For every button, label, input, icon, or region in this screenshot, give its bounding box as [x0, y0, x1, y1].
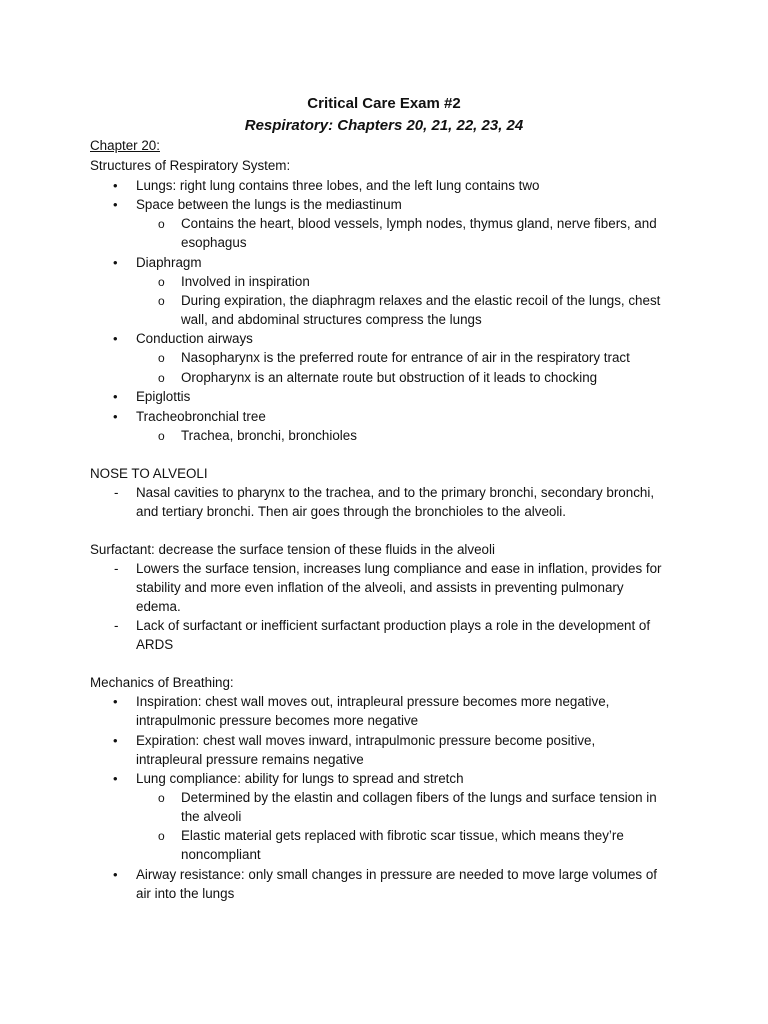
list-item: Lack of surfactant or inefficient surfactant production plays a role in the development of — [136, 618, 651, 633]
list-item: Expiration: chest wall moves inward, intrapulmonic pressure become positive, — [136, 733, 596, 748]
section-heading-nose-to-alveoli: NOSE TO ALVEOLI — [90, 466, 208, 481]
sub-list-item: Determined by the elastin and collagen fibers of the lungs and surface tension in — [181, 790, 657, 805]
list-item-continued: and tertiary bronchi. Then air goes through the bronchioles to the alveoli. — [136, 504, 567, 519]
sub-bullet-marker: o — [158, 294, 165, 308]
sub-bullet-marker: o — [158, 217, 165, 231]
list-item: Space between the lungs is the mediastinum — [136, 197, 402, 212]
bullet-marker: • — [113, 733, 118, 748]
bullet-marker: • — [113, 178, 118, 193]
section-heading-mechanics: Mechanics of Breathing: — [90, 675, 234, 690]
sub-list-item: Elastic material gets replaced with fibrotic scar tissue, which means they’re — [181, 828, 624, 843]
list-item-continued: stability and more even inflation of the alveoli, and assists in preventing pulmonary — [136, 580, 624, 595]
list-item: Nasal cavities to pharynx to the trachea, and to the primary bronchi, secondary bronchi, — [136, 485, 655, 500]
sub-list-item: Nasopharynx is the preferred route for entrance of air in the respiratory tract — [181, 350, 630, 365]
sub-list-item-continued: wall, and abdominal structures compress the lungs — [181, 312, 482, 327]
list-item: Tracheobronchial tree — [136, 409, 266, 424]
sub-list-item: Involved in inspiration — [181, 274, 310, 289]
bullet-marker: • — [113, 867, 118, 882]
sub-bullet-marker: o — [158, 791, 165, 805]
list-item: Lung compliance: ability for lungs to spread and stretch — [136, 771, 464, 786]
list-item: Lowers the surface tension, increases lung compliance and ease in inflation, provides for — [136, 561, 662, 576]
sub-list-item: Oropharynx is an alternate route but obstruction of it leads to chocking — [181, 370, 598, 385]
list-item: Conduction airways — [136, 331, 253, 346]
list-item-continued: edema. — [136, 599, 181, 614]
bullet-marker: • — [113, 389, 118, 404]
bullet-marker: • — [113, 197, 118, 212]
dash-marker: - — [114, 485, 119, 500]
sub-bullet-marker: o — [158, 829, 165, 843]
bullet-marker: • — [113, 771, 118, 786]
sub-list-item-continued: esophagus — [181, 235, 247, 250]
sub-bullet-marker: o — [158, 429, 165, 443]
sub-list-item-continued: the alveoli — [181, 809, 242, 824]
bullet-marker: • — [113, 409, 118, 424]
dash-marker: - — [114, 561, 119, 576]
bullet-marker: • — [113, 331, 118, 346]
list-item: Diaphragm — [136, 255, 202, 270]
section-heading-surfactant: Surfactant: decrease the surface tension of these fluids in the alveoli — [90, 542, 495, 557]
list-item-continued: air into the lungs — [136, 886, 235, 901]
sub-bullet-marker: o — [158, 371, 165, 385]
sub-list-item-continued: noncompliant — [181, 847, 261, 862]
list-item: Epiglottis — [136, 389, 191, 404]
list-item-continued: intrapleural pressure remains negative — [136, 752, 364, 767]
list-item: Airway resistance: only small changes in pressure are needed to move large volumes of — [136, 867, 658, 882]
list-item-continued: intrapulmonic pressure becomes more negative — [136, 713, 419, 728]
list-item: Lungs: right lung contains three lobes, and the left lung contains two — [136, 178, 540, 193]
section-heading-structures: Structures of Respiratory System: — [90, 158, 291, 173]
list-item-continued: ARDS — [136, 637, 174, 652]
document-title: Critical Care Exam #2 — [307, 95, 461, 112]
sub-list-item: During expiration, the diaphragm relaxes and the elastic recoil of the lungs, chest — [181, 293, 661, 308]
list-item: Inspiration: chest wall moves out, intrapleural pressure becomes more negative, — [136, 694, 610, 709]
document-subtitle: Respiratory: Chapters 20, 21, 22, 23, 24 — [244, 117, 524, 134]
dash-marker: - — [114, 618, 119, 633]
sub-list-item: Contains the heart, blood vessels, lymph nodes, thymus gland, nerve fibers, and — [181, 216, 657, 231]
sub-list-item: Trachea, bronchi, bronchioles — [181, 428, 357, 443]
sub-bullet-marker: o — [158, 351, 165, 365]
bullet-marker: • — [113, 255, 118, 270]
bullet-marker: • — [113, 694, 118, 709]
sub-bullet-marker: o — [158, 275, 165, 289]
chapter-label: Chapter 20: — [90, 138, 160, 153]
